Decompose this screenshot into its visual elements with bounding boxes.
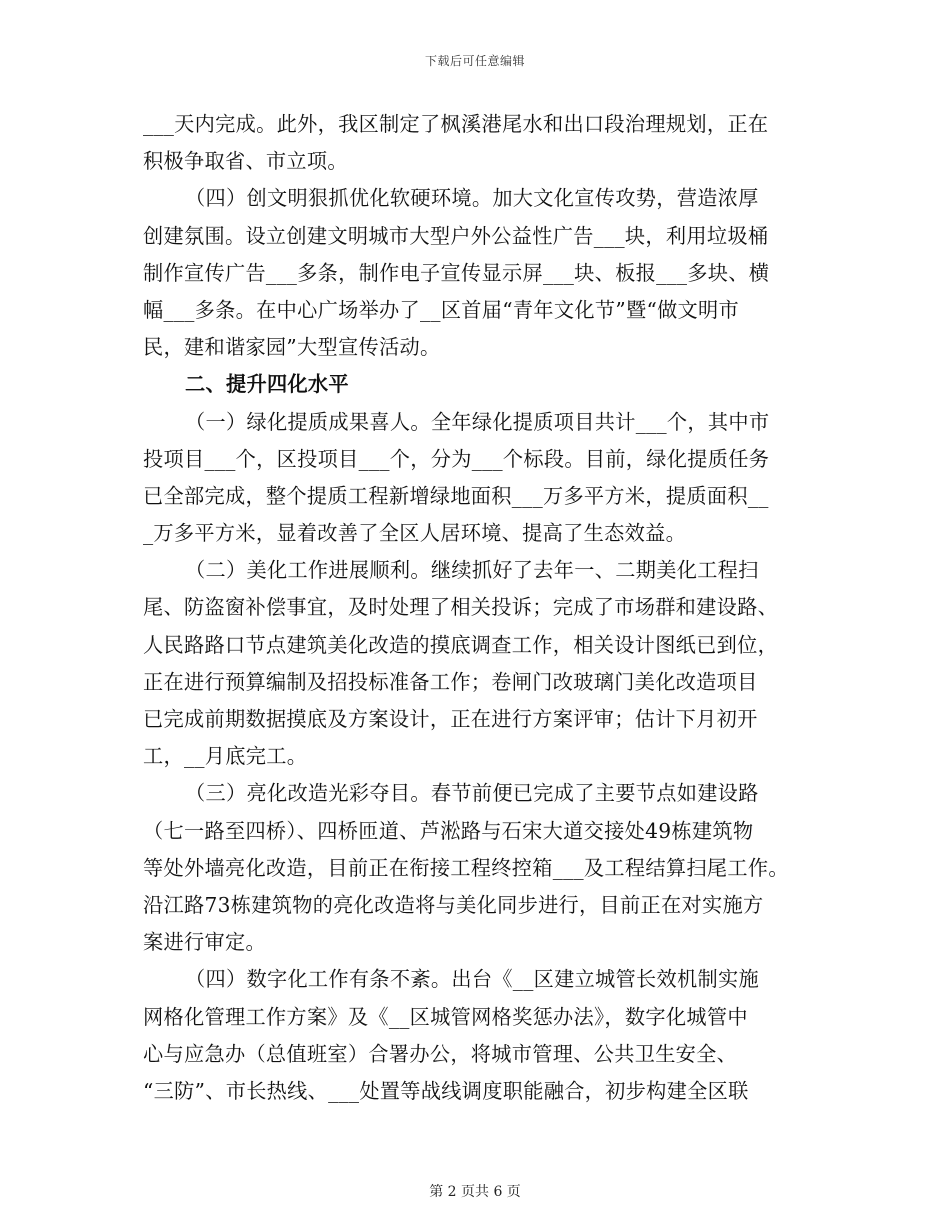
- text-line: 已全部完成，整个提质工程新增绿地面积___万多平方米，提质面积__: [143, 483, 769, 508]
- text-line: 已完成前期数据摸底及方案设计，正在进行方案评审；估计下月初开: [143, 707, 758, 731]
- text-line: 心与应急办（总值班室）合署办公，将城市管理、公共卫生安全、: [143, 1041, 738, 1066]
- paragraph-start: （四）创文明狠抓优化软硬环境。加大文化宣传攻势，营造浓厚: [185, 186, 759, 211]
- text-line: 创建氛围。设立创建文明城市大型户外公益性广告___块，利用垃圾桶: [143, 223, 769, 248]
- text-line: 人民路路口节点建筑美化改造的摸底调查工作，相关设计图纸已到位，: [143, 632, 779, 657]
- text-line: 工，__月底完工。: [143, 744, 308, 769]
- paragraph-start: （三）亮化改造光彩夺目。春节前便已完成了主要节点如建设路: [185, 781, 759, 806]
- text-line: 投项目___个，区投项目___个，分为___个标段。目前，绿化提质任务: [143, 446, 770, 471]
- text-line: 网格化管理工作方案》及《__区城管网格奖惩办法》，数字化城管中: [143, 1004, 748, 1029]
- text-line: 案进行审定。: [143, 930, 266, 955]
- text-line: 民，建和谐家园”大型宣传活动。: [143, 335, 441, 360]
- text-line: ___天内完成。此外，我区制定了枫溪港尾水和出口段治理规划，正在: [143, 112, 769, 136]
- text-line: 幅___多条。在中心广场举办了__区首届“青年文化节”暨“做文明市: [143, 297, 740, 322]
- page-number: 第 2 页共 6 页: [429, 1184, 521, 1200]
- text-line: _万多平方米，显着改善了全区人居环境、提高了生态效益。: [143, 521, 687, 546]
- page-header: 下载后可任意编辑: [424, 54, 525, 68]
- text-line: 尾、防盗窗补偿事宜，及时处理了相关投诉；完成了市场群和建设路、: [143, 595, 779, 620]
- text-line: 制作宣传广告___多条，制作电子宣传显示屏___块、板报___多块、横: [143, 260, 770, 285]
- text-line: 积极争取省、市立项。: [143, 149, 348, 174]
- text-line: （七一路至四桥）、四桥匝道、芦淞路与石宋大道交接处49栋建筑物: [143, 818, 754, 843]
- paragraph-start: （二）美化工作进展顺利。继续抓好了去年一、二期美化工程扫: [185, 558, 759, 583]
- text-line: 沿江路73栋建筑物的亮化改造将与美化同步进行，目前正在对实施方: [143, 892, 764, 917]
- paragraph-start: （四）数字化工作有条不紊。出台《__区建立城管长效机制实施: [185, 967, 759, 992]
- document-body: [143, 106, 815, 1110]
- text-line: “三防”、市长热线、___处置等战线调度职能融合，初步构建全区联: [143, 1078, 749, 1103]
- text-line: 等处外墙亮化改造，目前正在衔接工程终控箱___及工程结算扫尾工作。: [143, 855, 789, 880]
- paragraph-start: （一）绿化提质成果喜人。全年绿化提质项目共计___个，其中市: [185, 409, 770, 434]
- text-line: 正在进行预算编制及招投标准备工作；卷闸门改玻璃门美化改造项目: [143, 669, 758, 694]
- section-heading: 二、提升四化水平: [185, 372, 349, 397]
